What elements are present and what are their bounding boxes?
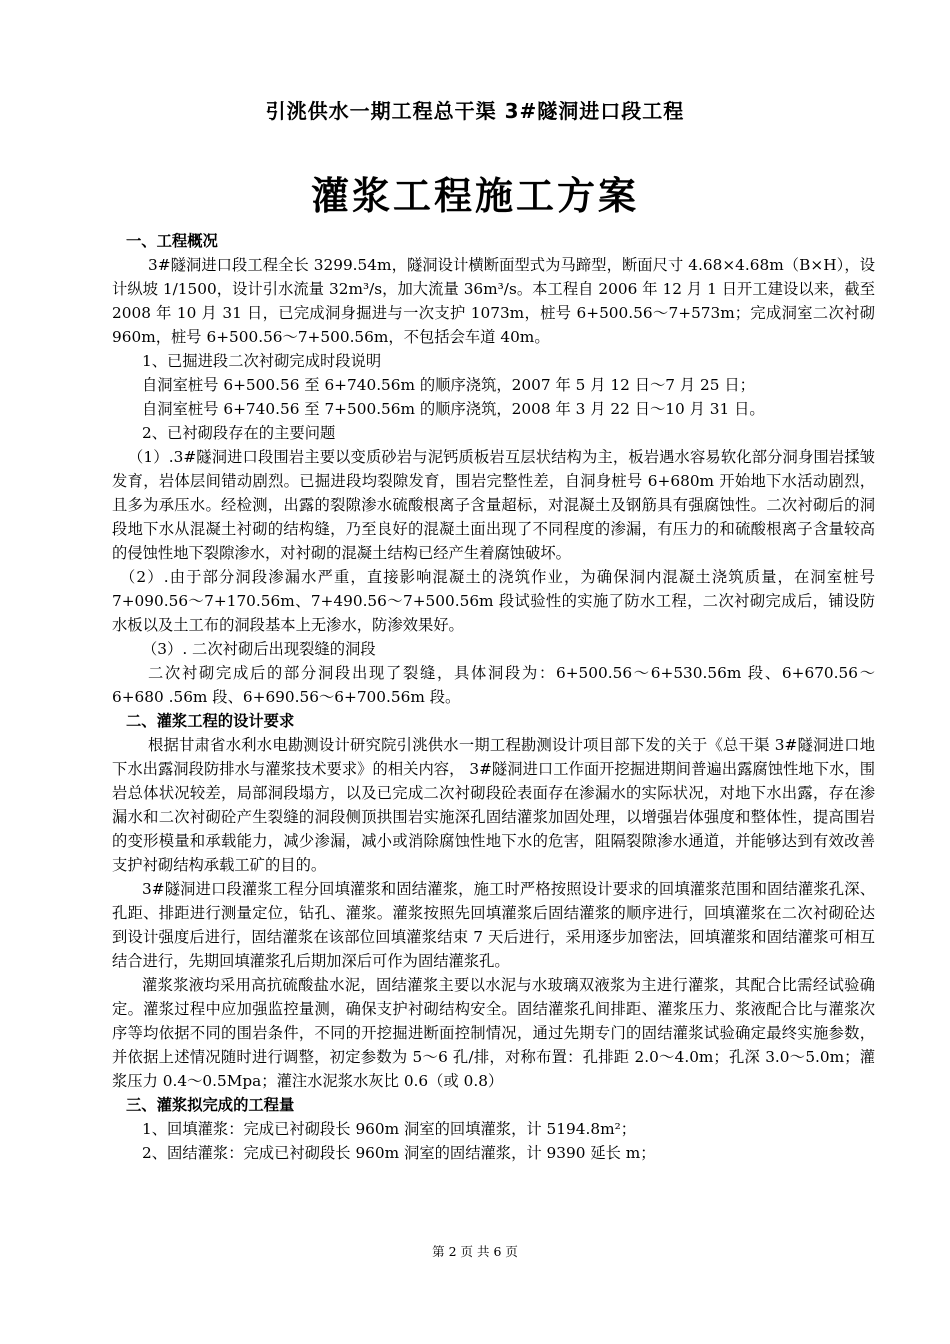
document-title: 灌浆工程施工方案 (310, 173, 639, 218)
problem-item-1: （1）.3#隧洞进口段围岩主要以变质砂岩与泥钙质板岩互层状结构为主，板岩遇水容易软化部分洞身围岩揉皱发育，岩体层间错动剧烈。已掘进段均裂隙发育，围岩完整性差，自洞身桩号 6+680m 开始地下水活动剧烈，且多为承压水。经检测，出露的裂隙渗水硫酸根离子含量超标，对混凝土及钢筋具有强腐蚀性。二次衬砌后的洞段地下水从混凝土衬砌的结构缝，乃至良好的混凝土面出现了不同程度的渗漏，有压力的和硫酸根离子含量较高的侵蚀性地下裂隙渗水，对衬砌的混凝土结构已经产生着腐蚀破坏。 (112, 448, 875, 562)
section-heading-overview: 一、工程概况 (126, 232, 218, 250)
lining-period-line-1: 自洞室桩号 6+500.56 至 6+740.56m 的顺序浇筑，2007 年 5 月 12 日～7 月 25 日； (142, 376, 755, 394)
problem-item-3: （3）. 二次衬砌后出现裂缝的洞段 (142, 640, 376, 658)
subheading-lining-periods: 1、已掘进段二次衬砌完成时段说明 (142, 352, 382, 370)
subheading-main-problems: 2、已衬砌段存在的主要问题 (142, 424, 336, 442)
design-paragraph-2: 3#隧洞进口段灌浆工程分回填灌浆和固结灌浆，施工时严格按照设计要求的回填灌浆范围和固结灌浆孔深、孔距、排距进行测量定位，钻孔、灌浆。灌浆按照先回填灌浆后固结灌浆的顺序进行，回填灌浆在二次衬砌砼达到设计强度后进行，固结灌浆在该部位回填灌浆结束 7 天后进行，采用逐步加密法，回填灌浆和固结灌浆可相互结合进行，先期回填灌浆孔后期加深后可作为固结灌浆孔。 (112, 880, 875, 970)
design-paragraph-1: 根据甘肃省水利水电勘测设计研究院引洮供水一期工程勘测设计项目部下发的关于《总干渠 3#隧洞进口地下水出露洞段防排水与灌浆技术要求》的相关内容， 3#隧洞进口工作面开挖掘进期间普遍出露腐蚀性地下水，围岩总体状况较差，局部洞段塌方，以及已完成二次衬砌段砼表面存在渗漏水的实际状况，对地下水出露，存在渗漏水和二次衬砌砼产生裂缝的洞段侧顶拱围岩实施深孔固结灌浆加固处理，以增强岩体强度和整体性，提高围岩的变形模量和承载能力，减少渗漏，减小或消除腐蚀性地下水的危害，阻隔裂隙渗水通道，并能够达到有效改善支护衬砌结构承载工矿的目的。 (112, 736, 875, 874)
problem-item-2: （2）.由于部分洞段渗漏水严重，直接影响混凝土的浇筑作业，为确保洞内混凝土浇筑质量，在洞室桩号 7+090.56～7+170.56m、7+490.56～7+500.56m 段试验性的实施了防水工程，二次衬砌完成后，铺设防水板以及土工布的洞段基本上无渗水，防渗效果好。 (112, 568, 875, 634)
lining-period-line-2: 自洞室桩号 6+740.56 至 7+500.56m 的顺序浇筑，2008 年 3 月 22 日～10 月 31 日。 (142, 400, 765, 418)
section-heading-quantities: 三、灌浆拟完成的工程量 (126, 1096, 295, 1114)
section-heading-design: 二、灌浆工程的设计要求 (126, 712, 295, 730)
crack-sections-paragraph: 二次衬砌完成后的部分洞段出现了裂缝，具体洞段为：6+500.56～6+530.56m 段、6+670.56～6+680 .56m 段、6+690.56～6+700.56m 段。 (112, 664, 875, 706)
design-paragraph-3: 灌浆浆液均采用高抗硫酸盐水泥，固结灌浆主要以水泥与水玻璃双液浆为主进行灌浆，其配合比需经试验确定。灌浆过程中应加强监控量测，确保支护衬砌结构安全。固结灌浆孔间排距、灌浆压力、浆液配合比与灌浆次序等均依据不同的围岩条件，不同的开挖掘进断面控制情况，通过先期专门的固结灌浆试验确定最终实施参数，并依据上述情况随时进行调整，初定参数为 5～6 孔/排，对称布置：孔排距 2.0～4.0m；孔深 3.0～5.0m；灌浆压力 0.4～0.5Mpa；灌注水泥浆水灰比 0.6（或 0.8） (112, 976, 875, 1090)
document-body (112, 229, 875, 1165)
quantity-line-1: 1、回填灌浆：完成已衬砌段长 960m 洞室的回填灌浆，计 5194.8m²； (142, 1120, 637, 1138)
overview-paragraph: 3#隧洞进口段工程全长 3299.54m，隧洞设计横断面型式为马蹄型，断面尺寸 4.68×4.68m（B×H），设计纵坡 1/1500，设计引水流量 32m³/s，加大流量 36m³/s。本工程自 2006 年 12 月 1 日开工建设以来，截至 2008 年 10 月 31 日，已完成洞身掘进与一次支护 1073m，桩号 6+500.56～7+573m；完成洞室二次衬砌 960m，桩号 6+500.56～7+500.56m，不包括会车道 40m。 (112, 256, 875, 346)
document-subtitle: 引洮供水一期工程总干渠 3#隧洞进口段工程 (265, 99, 685, 123)
page-number: 第 2 页 共 6 页 (432, 1244, 518, 1259)
quantity-line-2: 2、固结灌浆：完成已衬砌段长 960m 洞室的固结灌浆，计 9390 延长 m； (142, 1144, 656, 1162)
